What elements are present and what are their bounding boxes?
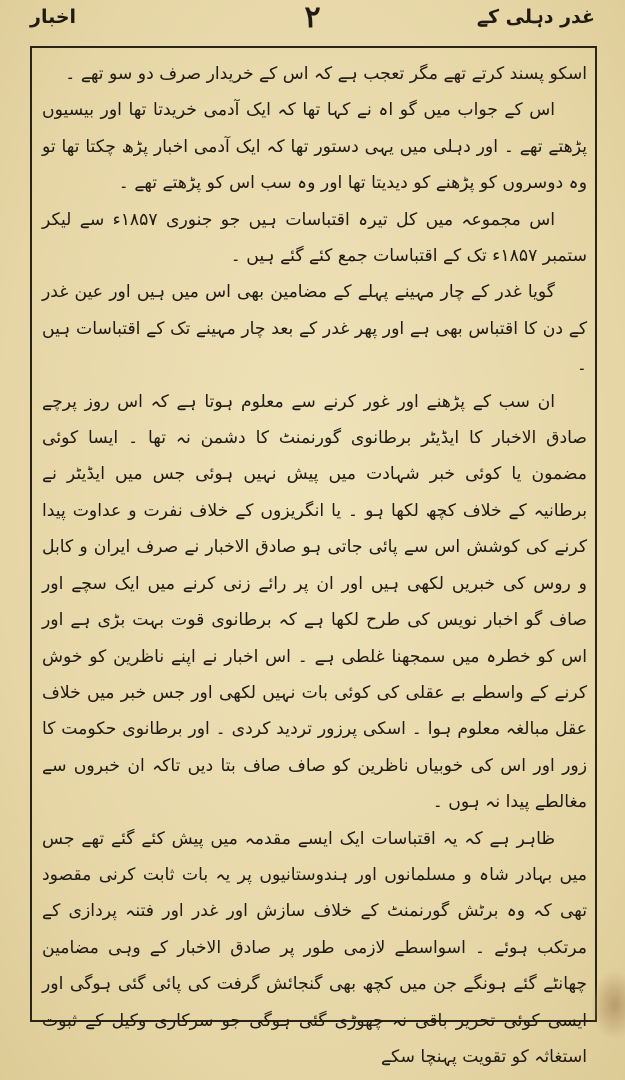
section-title: اخبار <box>30 6 77 28</box>
body-text <box>42 56 587 1067</box>
paragraph-5: ان سب کے پڑھنے اور غور کرنے سے معلوم ہوتا ہے کہ اس روز پرچے صادق الاخبار کا ایڈیٹر برطانوی گورنمنٹ کا دشمن نہ تھا ۔ ایسا کوئی مضمون یا کوئی خبر شہادت میں پیش نہیں ہوئی جس میں ایڈیٹر نے برطانیہ کے خلاف کچھ لکھا ہو ۔ یا انگریزوں کے خلاف نفرت و عداوت پیدا کرنے کی کوشش اس سے پائی جاتی ہو صادق الاخبار نے صرف ایران و کابل و روس کی خبریں لکھی ہیں اور ان پر رائے زنی کرنے میں ایک سچے اور صاف گو اخبار نویس کی طرح لکھا ہے کہ برطانوی قوت بہت بڑی ہے اور اس کو خطرہ میں سمجھنا غلطی ہے ۔ اس اخبار نے اپنے ناظرین کو خوش کرنے کے واسطے بے عقلی کی کوئی بات نہیں لکھی اور جس خبر میں خلاف عقل مبالغہ معلوم ہوا ۔ اسکی پرزور تردید کردی ۔ اور برطانوی حکومت کا زور اور اس کی خوبیاں ناظرین کو صاف صاف بتا دیں تاکہ ان خبروں سے مغالطے پیدا نہ ہوں ۔ <box>42 391 587 813</box>
running-title: غدر دہلی کے <box>476 6 595 28</box>
paragraph-4: گویا غدر کے چار مہینے پہلے کے مضامین بھی اس میں ہیں اور عین غدر کے دن کا اقتباس بھی ہے اور پھر غدر کے بعد چار مہینے تک کے اقتباسات ہیں ۔ <box>42 282 587 376</box>
paragraph-1: اسکو پسند کرتے تھے مگر تعجب ہے کہ اس کے خریدار صرف دو سو تھے ۔ <box>65 64 587 84</box>
paragraph-2: اس کے جواب میں گو اہ نے کہا تھا کہ ایک آدمی خریدتا تھا اور بیسیوں پڑھتے تھے ۔ اور دہلی میں یہی دستور تھا کہ ایک آدمی اخبار پڑھ چکتا تھا تو وہ دوسروں کو پڑھنے کو دیدیتا تھا اور وہ سب اس کو پڑھتے تھے ۔ <box>42 100 587 194</box>
paragraph-3: اس مجموعہ میں کل تیرہ اقتباسات ہیں جو جنوری ۱۸۵۷ء سے لیکر ستمبر ۱۸۵۷ء تک کے اقتباسات جمع کئے گئے ہیں ۔ <box>42 209 587 267</box>
page-header <box>30 0 595 38</box>
paper-stain <box>591 970 625 1040</box>
page-number: ۲ <box>304 0 321 35</box>
paragraph-6: ظاہر ہے کہ یہ اقتباسات ایک ایسے مقدمہ میں پیش کئے گئے تھے جس میں بہادر شاہ و مسلمانوں اور ہندوستانیوں پر یہ بات ثابت کرنی مقصود تھی کہ وہ برٹش گورنمنٹ کے خلاف سازش اور غدر اور فتنہ پردازی کے مرتکب ہوئے ۔ اسواسطے لازمی طور پر صادق الاخبار کے وہی مضامین چھانٹے گئے ہونگے جن میں کچھ بھی گنجائش گرفت کی پائی گئی ہوگی اور ایسی کوئی تحریر باقی نہ چھوڑی گئی ہوگی جو سرکاری وکیل کے ثبوت استغاثہ کو تقویت پہنچا سکے <box>42 828 587 1067</box>
